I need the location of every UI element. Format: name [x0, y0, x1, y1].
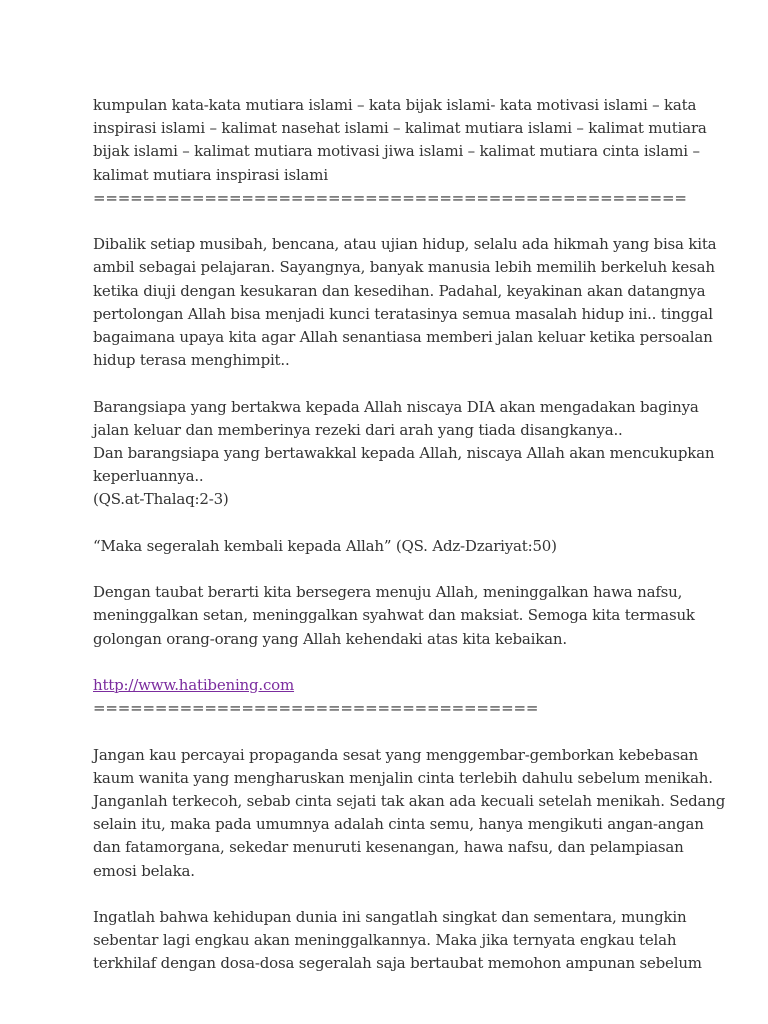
text-line: kalimat mutiara inspirasi islami: [93, 165, 328, 184]
text-line: Janganlah terkecoh, sebab cinta sejati tak akan ada kecuali setelah menikah. Sedang: [93, 792, 726, 810]
text-line: hidup terasa menghimpit..: [93, 351, 290, 370]
paragraph-gap: [93, 883, 683, 906]
text-line: Dan barangsiapa yang bertawakkal kepada Allah, niscaya Allah akan mencukupkan: [93, 444, 715, 463]
text-line: terkhilaf dengan dosa-dosa segeralah saja bertaubat memohon ampunan sebelum: [93, 954, 702, 973]
document-body: [93, 94, 726, 976]
text-line: Jangan kau percayai propaganda sesat yang menggembar-gemborkan kebebasan: [93, 745, 699, 764]
separator-line: ================================================: [93, 188, 687, 207]
source-link-block: [93, 674, 683, 720]
text-line: inspirasi islami – kalimat nasehat islami – kalimat mutiara islami – kalimat mutiara: [93, 119, 707, 138]
paragraph-gap: [93, 651, 683, 674]
text-line: ambil sebagai pelajaran. Sayangnya, banyak manusia lebih memilih berkeluh kesah: [93, 258, 715, 277]
text-line: pertolongan Allah bisa menjadi kunci teratasinya semua masalah hidup ini.. tinggal: [93, 304, 713, 323]
text-line: bijak islami – kalimat mutiara motivasi jiwa islami – kalimat mutiara cinta islami –: [93, 142, 700, 161]
paragraph-quote-thalaq: [93, 396, 715, 512]
text-line: sebentar lagi engkau akan meninggalkannya. Maka jika ternyata engkau telah: [93, 931, 677, 950]
paragraph-gap: [93, 512, 683, 535]
text-line: Dengan taubat berarti kita bersegera menuju Allah, meninggalkan hawa nafsu,: [93, 583, 683, 602]
text-line: Ingatlah bahwa kehidupan dunia ini sangatlah singkat dan sementara, mungkin: [93, 908, 687, 926]
text-line: Dibalik setiap musibah, bencana, atau ujian hidup, selalu ada hikmah yang bisa kita: [93, 235, 717, 254]
paragraph-taubat: [93, 581, 695, 651]
source-link[interactable]: http://www.hatibening.com: [93, 676, 295, 694]
paragraph-gap: [93, 210, 683, 233]
text-line: keperluannya..: [93, 467, 204, 486]
paragraph-gap: [93, 720, 683, 743]
paragraph-cinta: [93, 744, 726, 883]
paragraph-gap: [93, 558, 683, 581]
text-line: kaum wanita yang mengharuskan menjalin cinta terlebih dahulu sebelum menikah.: [93, 768, 713, 787]
citation-line: (QS.at-Thalaq:2-3): [93, 490, 229, 509]
text-line: dan fatamorgana, sekedar menuruti kesenangan, hawa nafsu, dan pelampiasan: [93, 838, 684, 857]
paragraph-gap: [93, 372, 683, 395]
text-line: jalan keluar dan memberinya rezeki dari arah yang tiada disangkanya..: [93, 420, 623, 439]
text-line: golongan orang-orang yang Allah kehendaki atas kita kebaikan.: [93, 629, 567, 648]
text-line: bagaimana upaya kita agar Allah senantiasa memberi jalan keluar ketika persoalan: [93, 328, 713, 347]
paragraph-kehidupan: [93, 906, 702, 976]
paragraph-hikmah: [93, 233, 717, 372]
paragraph-quote-dzariyat: [93, 535, 683, 558]
text-line: meninggalkan setan, meninggalkan syahwat dan maksiat. Semoga kita termasuk: [93, 606, 695, 625]
separator-line: ====================================: [93, 699, 539, 718]
text-line: selain itu, maka pada umumnya adalah cinta semu, hanya mengikuti angan-angan: [93, 815, 704, 834]
text-line: emosi belaka.: [93, 861, 195, 880]
paragraph-keywords: [93, 94, 707, 210]
text-line: Barangsiapa yang bertakwa kepada Allah niscaya DIA akan mengadakan baginya: [93, 397, 699, 416]
text-line: kumpulan kata-kata mutiara islami – kata bijak islami- kata motivasi islami – kata: [93, 96, 697, 114]
text-line: ketika diuji dengan kesukaran dan kesedihan. Padahal, keyakinan akan datangnya: [93, 281, 706, 300]
text-line: “Maka segeralah kembali kepada Allah” (QS. Adz-Dzariyat:50): [93, 536, 557, 555]
